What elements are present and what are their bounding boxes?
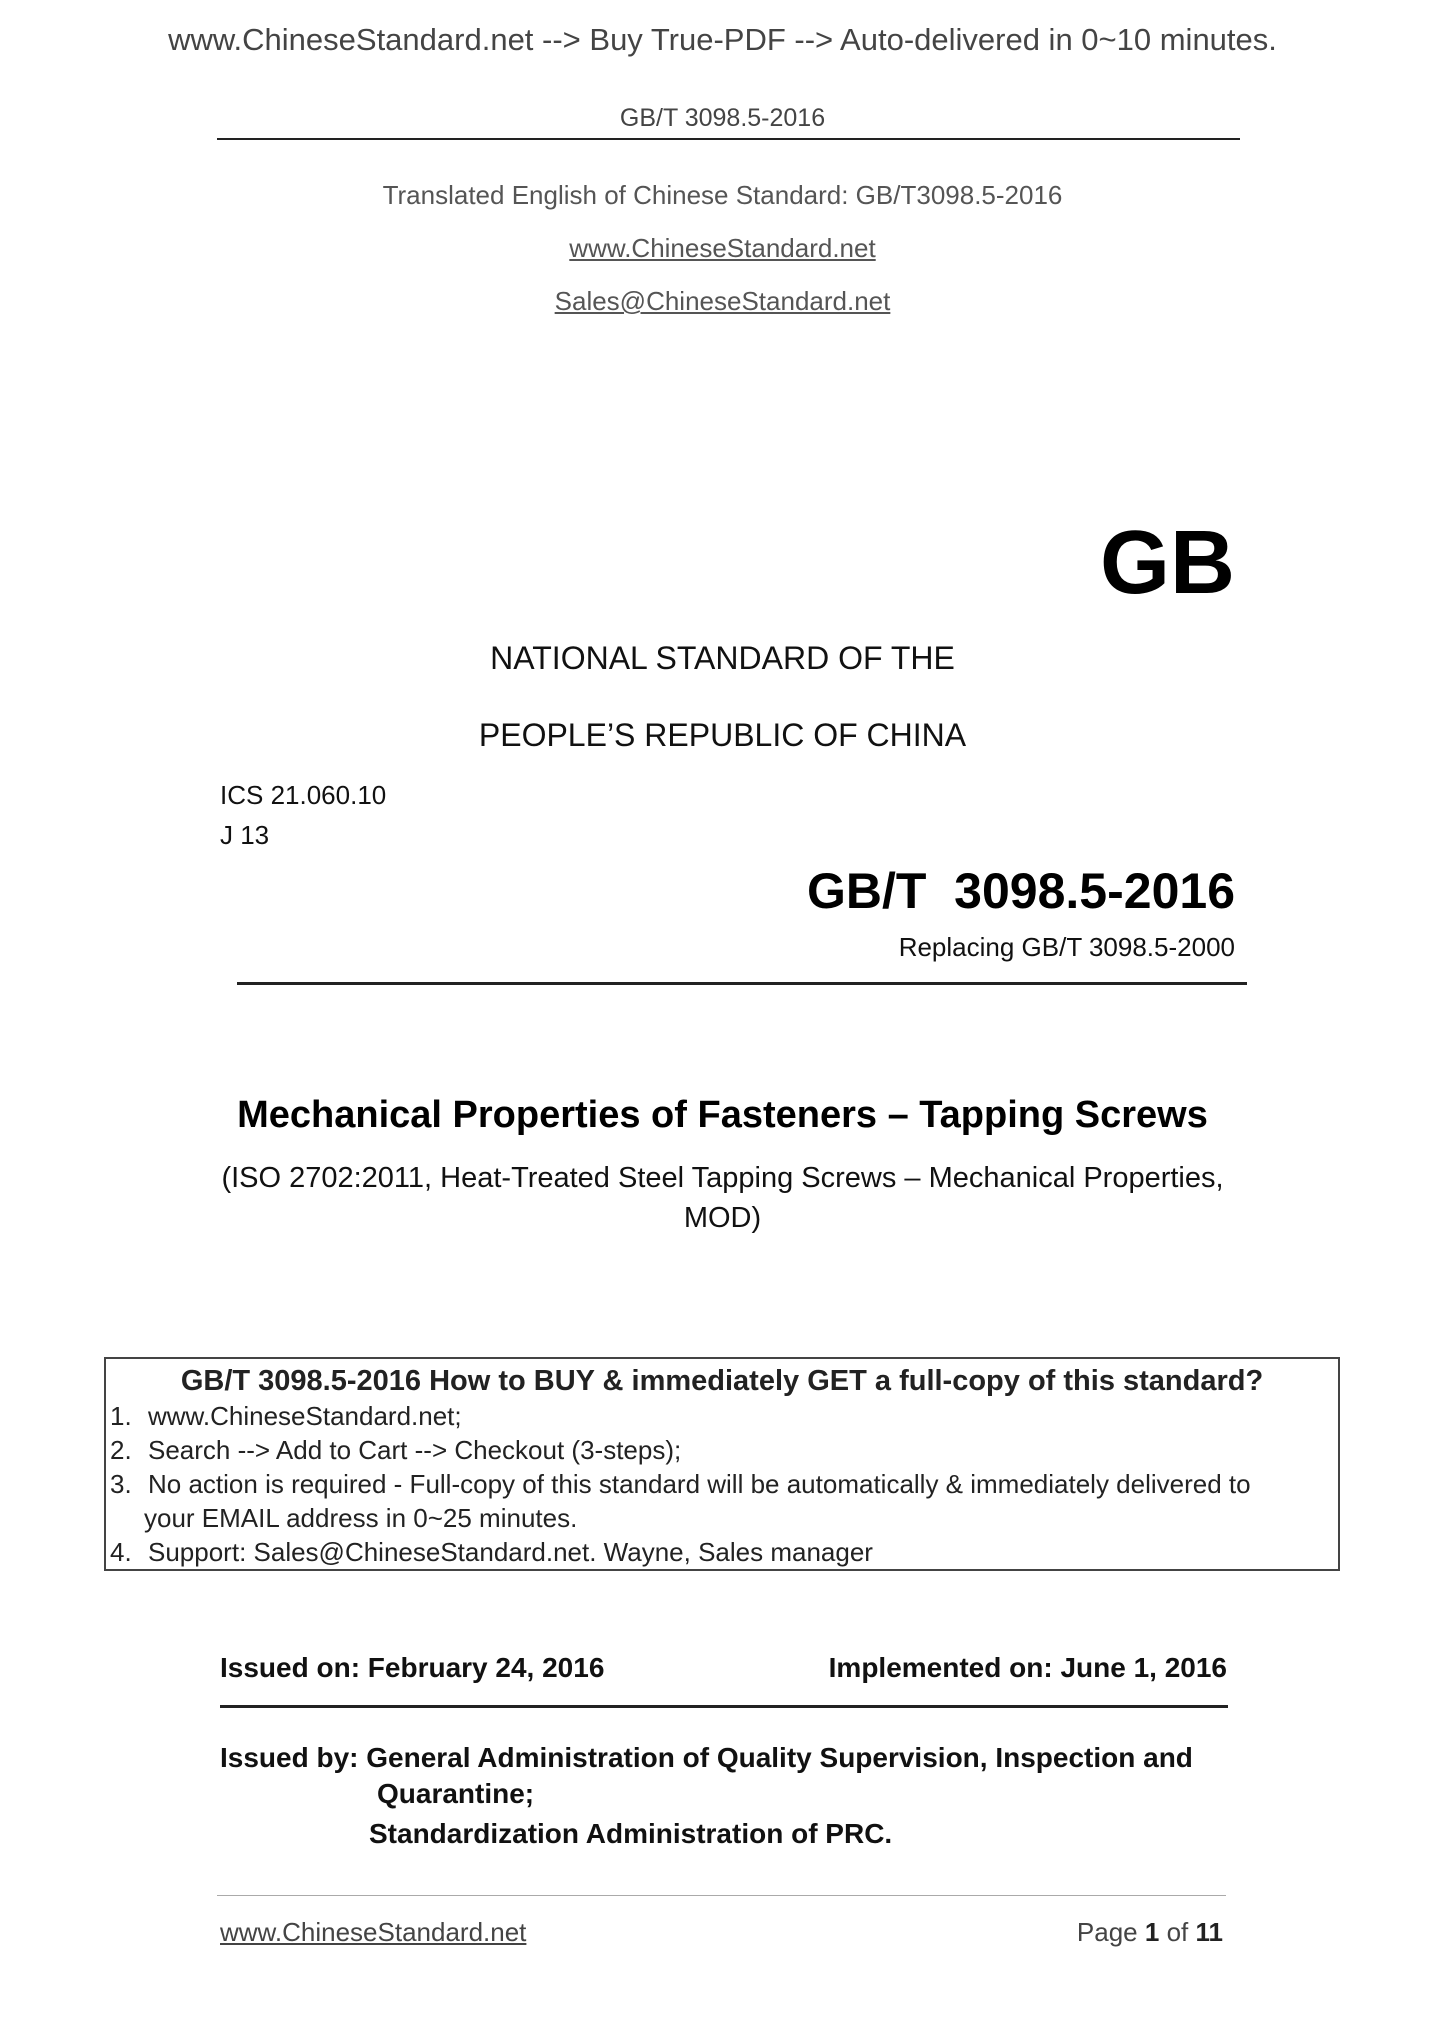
buy-step-4 (110, 1537, 873, 1568)
ics-code: ICS 21.060.10 (220, 780, 387, 810)
step-text: Support: Sales@ChineseStandard.net. Wayne, Sales manager (148, 1537, 873, 1567)
document-title: Mechanical Properties of Fasteners – Tapping Screws (237, 1094, 1208, 1136)
step-number: 1. (110, 1401, 132, 1431)
implemented-on-date: Implemented on: June 1, 2016 (828, 1652, 1227, 1683)
website-link[interactable]: www.ChineseStandard.net (569, 233, 876, 263)
page-number: 1 (1144, 1917, 1160, 1947)
issued-by: Issued by: General Administration of Quality Supervision, Inspection and (220, 1742, 1193, 1773)
buy-step-1 (110, 1401, 462, 1432)
national-standard-line-2: PEOPLE’S REPUBLIC OF CHINA (478, 717, 967, 753)
page-total: 11 (1195, 1917, 1223, 1947)
header-divider (217, 138, 1240, 140)
issued-by-second-authority: Standardization Administration of PRC. (369, 1818, 893, 1849)
step-text: www.ChineseStandard.net; (148, 1401, 462, 1431)
gb-logo: GB (1100, 513, 1235, 613)
email-link[interactable]: Sales@ChineseStandard.net (554, 286, 891, 316)
header-standard-number: GB/T 3098.5-2016 (619, 104, 826, 132)
step-text: No action is required - Full-copy of this standard will be automatically & immediately delivered to (148, 1469, 1251, 1499)
issued-by-continued: Quarantine; (377, 1778, 535, 1809)
buy-step-3 (110, 1469, 1251, 1500)
national-standard-line-1: NATIONAL STANDARD OF THE (490, 640, 955, 676)
buy-box-title: GB/T 3098.5-2016 How to BUY & immediately GET a full-copy of this standard? (180, 1365, 1264, 1397)
issued-on-date: Issued on: February 24, 2016 (220, 1652, 605, 1683)
page-label: Page (1076, 1917, 1138, 1947)
page-indicator (1077, 1917, 1223, 1948)
step-number: 3. (110, 1469, 132, 1499)
of-label: of (1166, 1917, 1189, 1947)
standard-number-text: GB/T 3098.5-2016 (806, 863, 1235, 919)
title-divider (237, 982, 1247, 985)
buy-instructions-box (104, 1357, 1340, 1571)
j-code: J 13 (220, 820, 270, 850)
step-number: 2. (110, 1435, 132, 1465)
issue-divider (220, 1705, 1228, 1708)
footer-divider (217, 1895, 1226, 1896)
step-number: 4. (110, 1537, 132, 1567)
subtitle-line-2: MOD) (683, 1202, 762, 1234)
buy-step-2 (110, 1435, 681, 1466)
top-banner: www.ChineseStandard.net --> Buy True-PDF --> Auto-delivered in 0~10 minutes. (168, 22, 1277, 57)
buy-step-3-continued: your EMAIL address in 0~25 minutes. (144, 1503, 578, 1533)
step-text: Search --> Add to Cart --> Checkout (3-steps); (148, 1435, 682, 1465)
document-subtitle (200, 1158, 1245, 1238)
replacing-note: Replacing GB/T 3098.5-2000 (898, 932, 1235, 962)
translation-notice: Translated English of Chinese Standard: GB/T3098.5-2016 (382, 180, 1063, 210)
footer-website-link[interactable]: www.ChineseStandard.net (220, 1917, 527, 1947)
subtitle-line-1: (ISO 2702:2011, Heat-Treated Steel Tapping Screws – Mechanical Properties, (221, 1162, 1224, 1194)
standard-number (807, 862, 1235, 920)
